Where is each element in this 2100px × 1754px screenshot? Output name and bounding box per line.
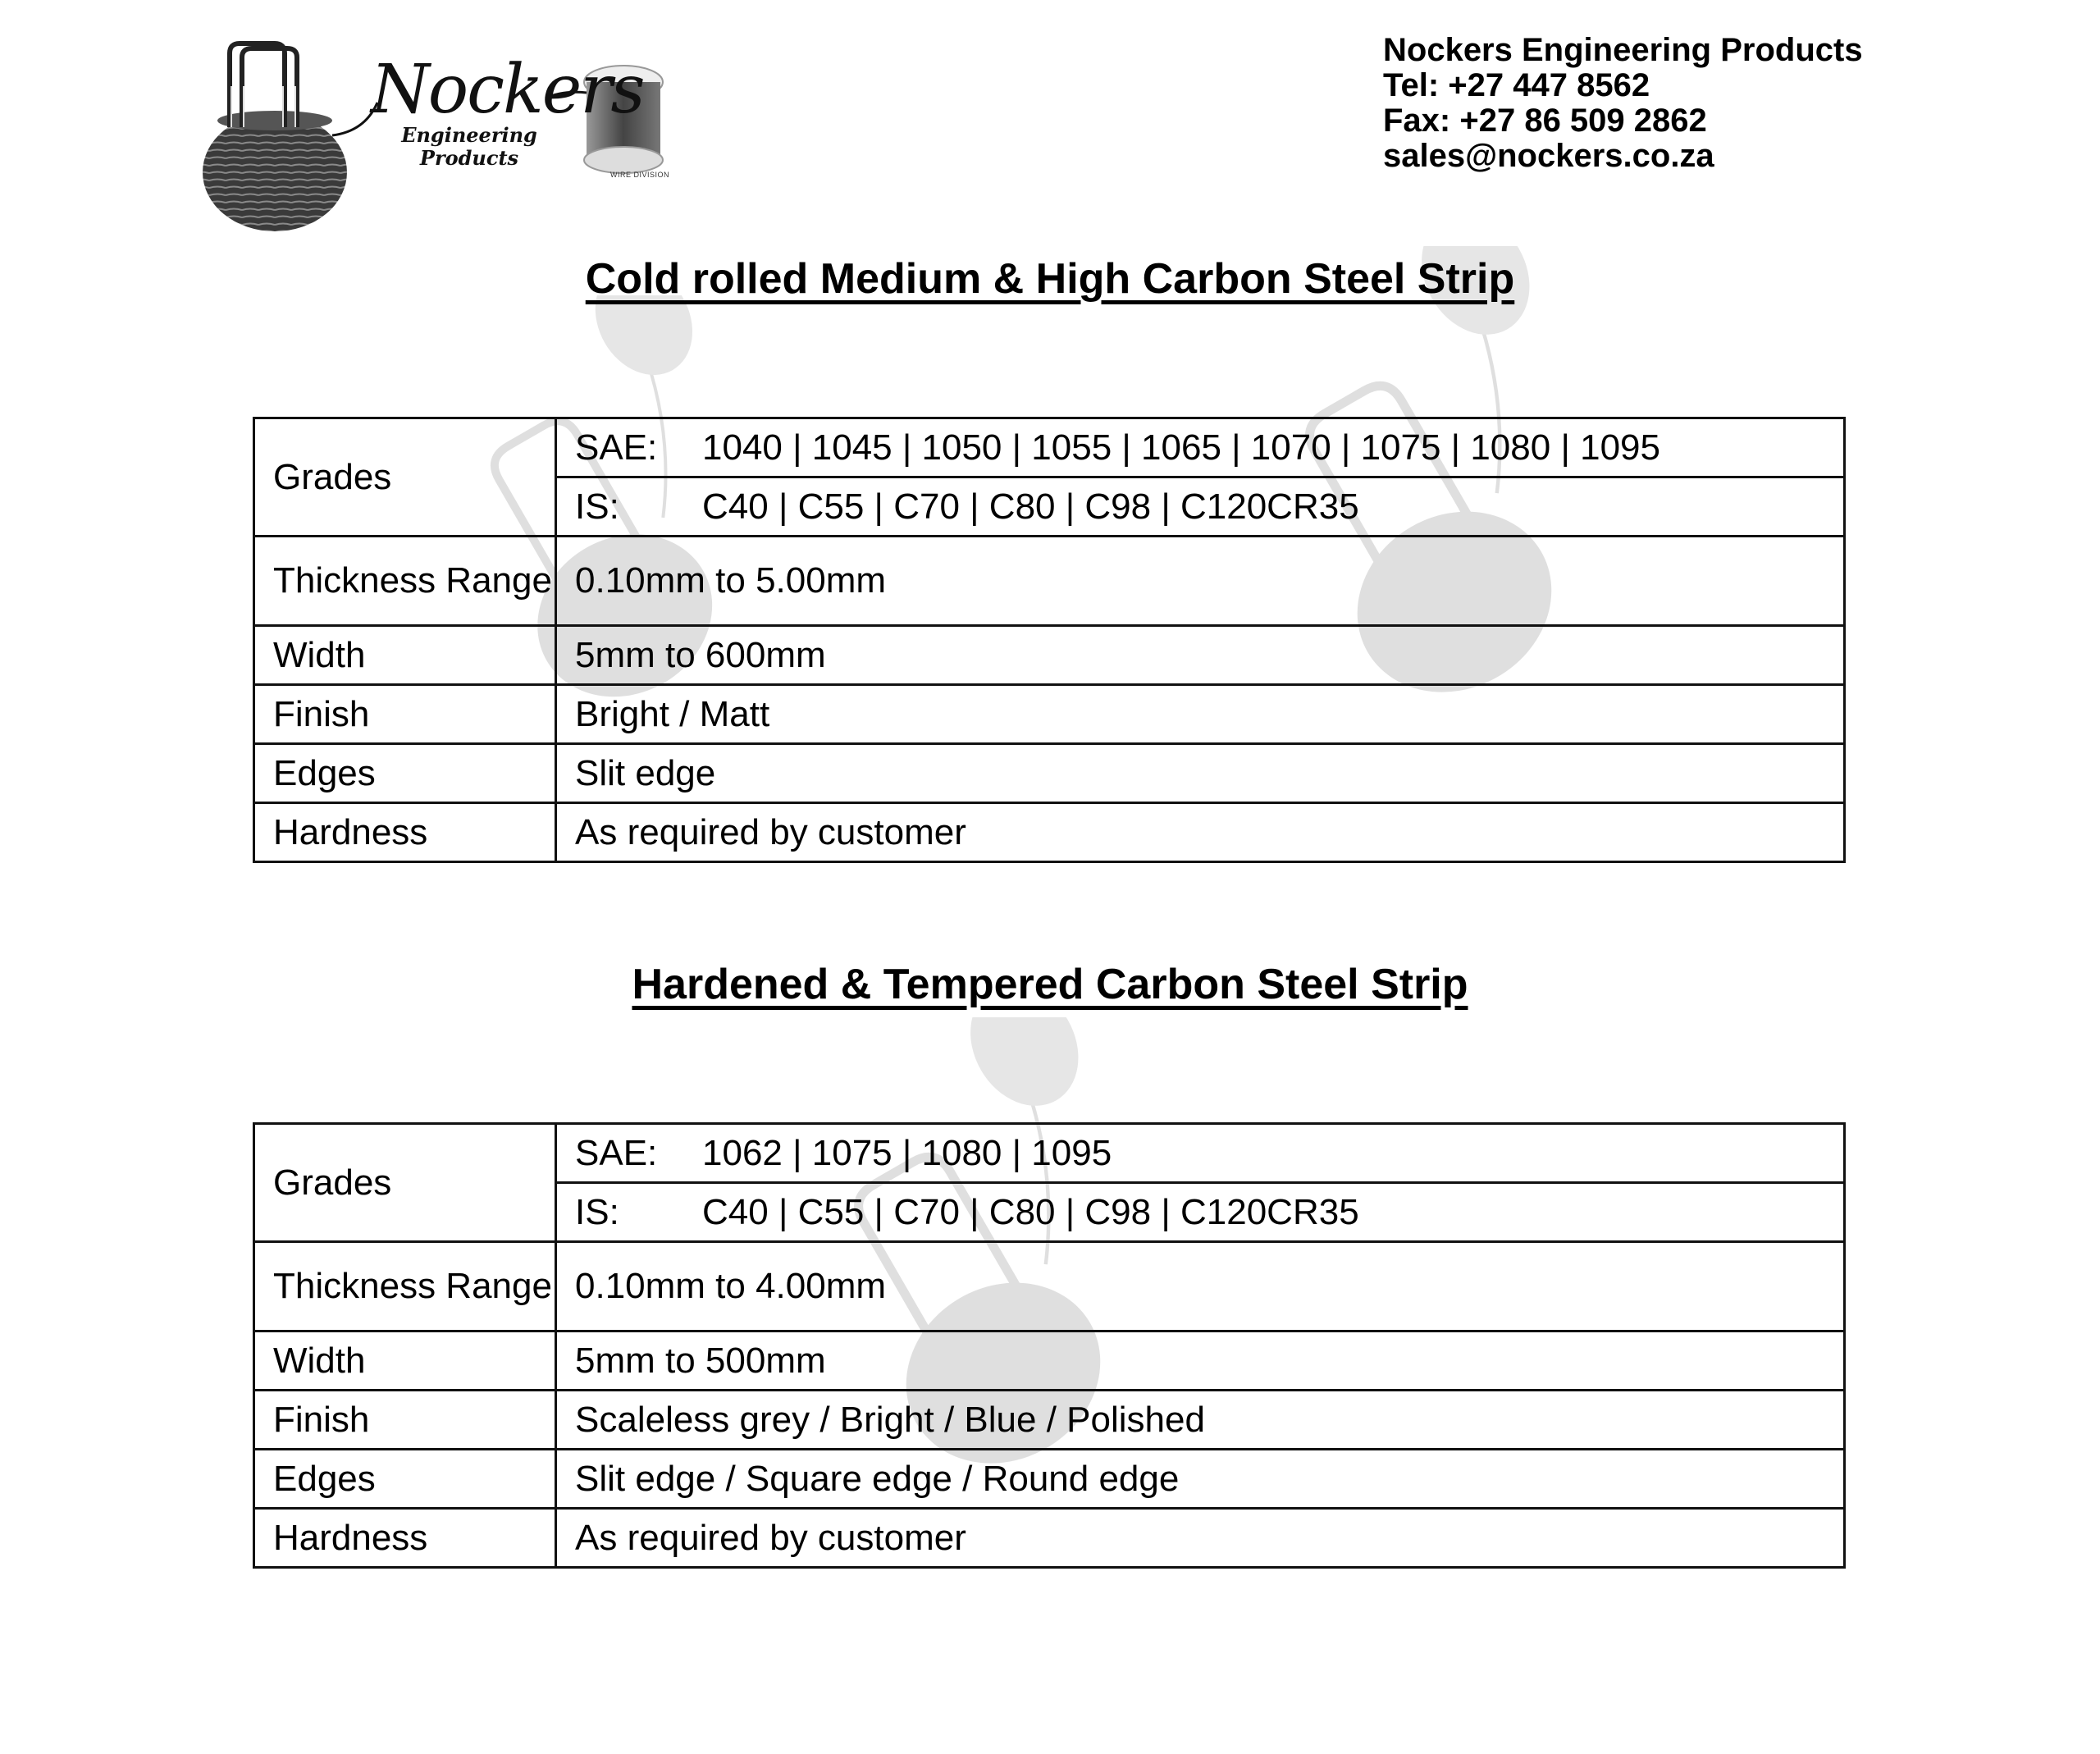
table-row (254, 1450, 1845, 1509)
grade-is-label: IS: (575, 1191, 619, 1232)
table-row (254, 537, 1845, 626)
section-title-cold-rolled (0, 254, 2100, 304)
grade-is-value: C40 | C55 | C70 | C80 | C98 | C120CR35 (702, 1191, 1359, 1232)
row-value: Bright / Matt (556, 685, 1845, 744)
row-label: Hardness (254, 803, 556, 862)
row-value: As required by customer (556, 1509, 1845, 1568)
spec-table-cold-rolled (253, 417, 1846, 863)
table-row (254, 803, 1845, 862)
spec-table-hardened (253, 1122, 1846, 1569)
contact-info (1383, 33, 1863, 174)
telephone: Tel: +27 447 8562 (1383, 67, 1650, 103)
row-label: Edges (254, 1450, 556, 1509)
table-row (254, 1242, 1845, 1331)
section-title-hardened (0, 960, 2100, 1009)
grade-sae (556, 1124, 1845, 1183)
row-label: Grades (254, 418, 556, 537)
section-title-text: Hardened & Tempered Carbon Steel Strip (632, 961, 1468, 1008)
grade-sae-value: 1062 | 1075 | 1080 | 1095 (702, 1132, 1112, 1173)
logo-division: WIRE DIVISION (610, 171, 670, 179)
table-row (254, 1331, 1845, 1391)
grade-is-value: C40 | C55 | C70 | C80 | C98 | C120CR35 (702, 486, 1359, 527)
table-row (254, 418, 1845, 477)
fax: Fax: +27 86 509 2862 (1383, 103, 1707, 139)
row-label: Finish (254, 685, 556, 744)
table-row (254, 685, 1845, 744)
row-label: Width (254, 626, 556, 685)
section-title-text: Cold rolled Medium & High Carbon Steel Strip (585, 255, 1515, 303)
logo-wordmark: Nockers (371, 51, 644, 129)
logo-line-engineering: Engineering (401, 123, 537, 147)
row-value: Scaleless grey / Bright / Blue / Polished (556, 1391, 1845, 1450)
grade-sae-label: SAE: (575, 427, 658, 468)
row-value: 0.10mm to 4.00mm (556, 1242, 1845, 1331)
row-value: As required by customer (556, 803, 1845, 862)
email-link[interactable]: sales@nockers.co.za (1383, 138, 1714, 174)
row-value: Slit edge (556, 744, 1845, 803)
row-value: 5mm to 500mm (556, 1331, 1845, 1391)
grade-is-label: IS: (575, 486, 619, 527)
row-value: 0.10mm to 5.00mm (556, 537, 1845, 626)
table-row (254, 1391, 1845, 1450)
logo-line-products: Products (419, 146, 519, 170)
grade-sae-label: SAE: (575, 1132, 658, 1173)
row-value: 5mm to 600mm (556, 626, 1845, 685)
table-row (254, 626, 1845, 685)
row-label: Edges (254, 744, 556, 803)
row-label: Thickness Range (254, 537, 556, 626)
row-label: Grades (254, 1124, 556, 1242)
row-label: Finish (254, 1391, 556, 1450)
grade-sae-value: 1040 | 1045 | 1050 | 1055 | 1065 | 1070 | 1075 | 1080 | 1095 (702, 427, 1660, 468)
row-value: Slit edge / Square edge / Round edge (556, 1450, 1845, 1509)
grade-sae (556, 418, 1845, 477)
table-row (254, 1124, 1845, 1183)
grade-is (556, 477, 1845, 537)
row-label: Width (254, 1331, 556, 1391)
grade-is (556, 1183, 1845, 1242)
company-name: Nockers Engineering Products (1383, 32, 1863, 68)
table-row (254, 1509, 1845, 1568)
table-row (254, 744, 1845, 803)
row-label: Thickness Range (254, 1242, 556, 1331)
row-label: Hardness (254, 1509, 556, 1568)
